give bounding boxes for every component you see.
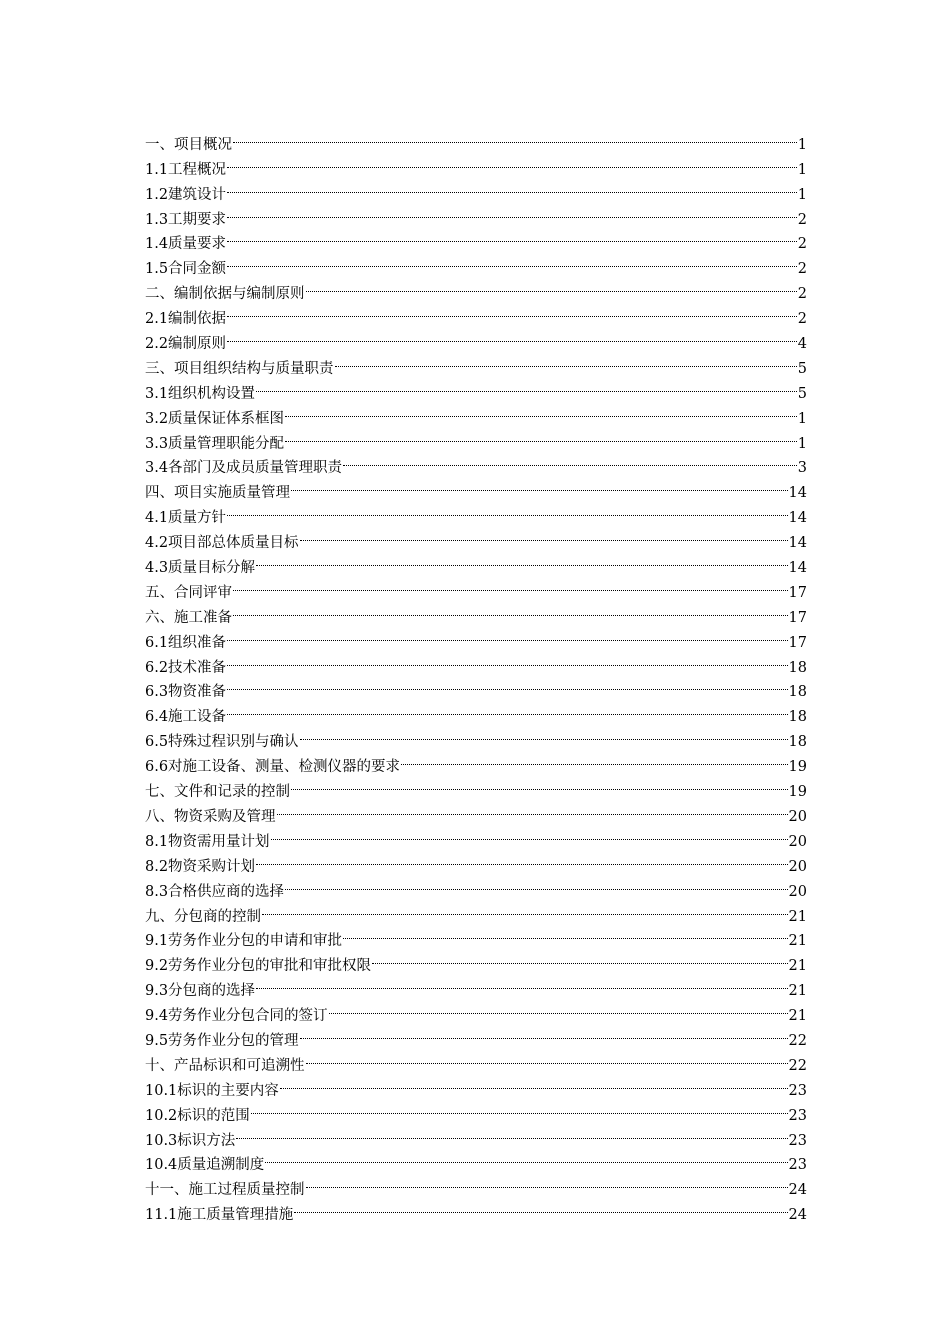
toc-entry[interactable]	[145, 248, 807, 278]
toc-entry-title: 六、施工准备	[145, 609, 232, 626]
toc-entry-title: 2.2编制原则	[145, 336, 227, 353]
table-of-contents	[145, 124, 807, 1224]
toc-entry-title: 9.5劳务作业分包的管理	[145, 1032, 299, 1049]
toc-dot-leader	[265, 1145, 787, 1170]
toc-entry-title: 4.3质量目标分解	[145, 560, 256, 577]
toc-dot-leader	[251, 1095, 788, 1120]
toc-dot-leader	[291, 472, 788, 497]
toc-dot-leader	[256, 846, 787, 871]
toc-entry-title: 6.5特殊过程识别与确认	[145, 734, 299, 751]
toc-dot-leader	[335, 348, 797, 373]
toc-dot-leader	[227, 696, 787, 721]
toc-entry[interactable]	[145, 1145, 807, 1174]
toc-entry-page-number: 1	[797, 435, 807, 452]
toc-entry[interactable]	[145, 199, 807, 228]
toc-entry[interactable]	[145, 597, 807, 626]
toc-dot-leader	[227, 647, 787, 672]
toc-entry-title: 11.1施工质量管理措施	[145, 1207, 294, 1224]
toc-entry-title: 10.1标识的主要内容	[145, 1082, 279, 1099]
toc-entry-page-number: 2	[797, 286, 807, 303]
toc-dot-leader	[306, 1045, 788, 1070]
toc-entry-page-number: 3	[797, 460, 807, 477]
toc-entry-page-number: 19	[788, 759, 807, 776]
toc-entry-page-number: 2	[797, 261, 807, 278]
toc-dot-leader	[227, 622, 787, 647]
toc-entry-page-number: 21	[788, 1008, 807, 1025]
toc-dot-leader	[227, 248, 797, 273]
toc-dot-leader	[285, 871, 787, 896]
toc-entry-page-number: 1	[797, 161, 807, 178]
toc-entry-title: 6.1组织准备	[145, 634, 227, 651]
toc-dot-leader	[227, 323, 797, 348]
toc-entry-page-number: 20	[788, 858, 807, 875]
toc-entry-page-number: 24	[788, 1207, 807, 1224]
toc-entry-title: 10.2标识的范围	[145, 1107, 250, 1124]
toc-entry[interactable]	[145, 572, 807, 601]
toc-entry[interactable]	[145, 323, 807, 353]
toc-entry-page-number: 21	[788, 933, 807, 950]
toc-entry-page-number: 22	[788, 1032, 807, 1049]
toc-dot-leader	[271, 821, 788, 846]
toc-entry-title: 9.2劳务作业分包的审批和审批权限	[145, 958, 372, 975]
toc-entry-title: 1.5合同金额	[145, 261, 227, 278]
toc-dot-leader	[233, 572, 788, 597]
toc-entry[interactable]	[145, 273, 807, 303]
toc-entry-page-number: 17	[788, 584, 807, 601]
toc-entry-title: 8.2物资采购计划	[145, 858, 256, 875]
toc-entry[interactable]	[145, 696, 807, 726]
toc-dot-leader	[300, 1020, 788, 1045]
toc-dot-leader	[306, 1169, 788, 1194]
toc-entry-title: 三、项目组织结构与质量职责	[145, 360, 334, 377]
toc-entry-title: 一、项目概况	[145, 136, 232, 153]
toc-entry-page-number: 21	[788, 958, 807, 975]
toc-dot-leader	[233, 597, 788, 622]
toc-entry-page-number: 18	[788, 684, 807, 701]
toc-dot-leader	[306, 273, 797, 298]
toc-entry-page-number: 23	[788, 1107, 807, 1124]
toc-entry[interactable]	[145, 298, 807, 328]
toc-dot-leader	[329, 995, 788, 1020]
toc-entry[interactable]	[145, 622, 807, 651]
toc-entry-title: 8.1物资需用量计划	[145, 833, 270, 850]
toc-entry-page-number: 18	[788, 659, 807, 676]
toc-dot-leader	[227, 149, 797, 174]
toc-dot-leader	[262, 896, 788, 921]
toc-entry[interactable]	[145, 721, 807, 751]
toc-entry-title: 4.2项目部总体质量目标	[145, 535, 299, 552]
toc-entry-page-number: 1	[797, 136, 807, 153]
toc-entry-title: 4.1质量方针	[145, 510, 227, 527]
toc-entry-page-number: 21	[788, 983, 807, 1000]
toc-entry-title: 3.3质量管理职能分配	[145, 435, 285, 452]
toc-entry[interactable]	[145, 124, 807, 153]
toc-dot-leader	[372, 945, 787, 970]
toc-entry-page-number: 21	[788, 908, 807, 925]
toc-entry-title: 1.3工期要求	[145, 211, 227, 228]
toc-entry[interactable]	[145, 224, 807, 253]
toc-dot-leader	[227, 672, 787, 697]
toc-dot-leader	[227, 298, 797, 323]
toc-entry-title: 6.6对施工设备、测量、检测仪器的要求	[145, 759, 401, 776]
toc-entry-title: 3.2质量保证体系框图	[145, 410, 285, 427]
toc-entry[interactable]	[145, 497, 807, 527]
toc-entry-title: 十、产品标识和可追溯性	[145, 1057, 305, 1074]
toc-entry-page-number: 19	[788, 784, 807, 801]
toc-entry-title: 十一、施工过程质量控制	[145, 1182, 305, 1199]
toc-entry[interactable]	[145, 647, 807, 676]
toc-dot-leader	[300, 721, 788, 746]
toc-entry-page-number: 2	[797, 211, 807, 228]
toc-entry-title: 1.4质量要求	[145, 236, 227, 253]
toc-dot-leader	[227, 224, 797, 249]
toc-entry[interactable]	[145, 149, 807, 178]
toc-entry[interactable]	[145, 348, 807, 377]
toc-entry-page-number: 14	[788, 535, 807, 552]
toc-dot-leader	[401, 746, 787, 771]
toc-dot-leader	[294, 1194, 787, 1219]
toc-entry-title: 二、编制依据与编制原则	[145, 286, 305, 303]
toc-entry-page-number: 5	[797, 360, 807, 377]
toc-dot-leader	[285, 423, 797, 448]
toc-entry-page-number: 14	[788, 560, 807, 577]
toc-entry-title: 3.1组织机构设置	[145, 385, 256, 402]
toc-entry-page-number: 18	[788, 734, 807, 751]
toc-entry-page-number: 17	[788, 634, 807, 651]
toc-entry[interactable]	[145, 672, 807, 701]
toc-dot-leader	[285, 398, 797, 423]
toc-dot-leader	[236, 1120, 787, 1145]
toc-entry-title: 10.4质量追溯制度	[145, 1157, 265, 1174]
toc-entry-title: 八、物资采购及管理	[145, 808, 276, 825]
toc-entry-page-number: 20	[788, 833, 807, 850]
toc-entry-title: 2.1编制依据	[145, 311, 227, 328]
toc-entry-page-number: 1	[797, 186, 807, 203]
toc-dot-leader	[227, 497, 787, 522]
toc-dot-leader	[343, 448, 797, 473]
toc-dot-leader	[277, 796, 788, 821]
toc-entry-title: 9.3分包商的选择	[145, 983, 256, 1000]
toc-entry-page-number: 1	[797, 410, 807, 427]
toc-dot-leader	[227, 199, 797, 224]
toc-entry-title: 五、合同评审	[145, 584, 232, 601]
toc-entry-title: 四、项目实施质量管理	[145, 485, 290, 502]
toc-entry-page-number: 24	[788, 1182, 807, 1199]
toc-entry-page-number: 23	[788, 1082, 807, 1099]
toc-entry-title: 七、文件和记录的控制	[145, 784, 290, 801]
toc-entry-page-number: 2	[797, 311, 807, 328]
toc-entry-title: 1.1工程概况	[145, 161, 227, 178]
toc-dot-leader	[343, 921, 787, 946]
toc-entry[interactable]	[145, 174, 807, 203]
toc-entry-title: 1.2建筑设计	[145, 186, 227, 203]
toc-entry-title: 9.4劳务作业分包合同的签订	[145, 1008, 328, 1025]
toc-entry-page-number: 23	[788, 1157, 807, 1174]
toc-entry-page-number: 2	[797, 236, 807, 253]
toc-entry-title: 6.3物资准备	[145, 684, 227, 701]
toc-dot-leader	[227, 174, 797, 199]
toc-dot-leader	[256, 547, 787, 572]
toc-entry-page-number: 20	[788, 883, 807, 900]
toc-entry[interactable]	[145, 1120, 807, 1149]
toc-entry-title: 9.1劳务作业分包的申请和审批	[145, 933, 343, 950]
toc-entry-page-number: 18	[788, 709, 807, 726]
toc-dot-leader	[291, 771, 788, 796]
toc-entry-title: 6.2技术准备	[145, 659, 227, 676]
toc-entry-page-number: 14	[788, 510, 807, 527]
toc-dot-leader	[256, 373, 797, 398]
toc-entry-title: 3.4各部门及成员质量管理职责	[145, 460, 343, 477]
toc-dot-leader	[280, 1070, 788, 1095]
toc-entry-page-number: 23	[788, 1132, 807, 1149]
toc-entry-page-number: 5	[797, 385, 807, 402]
toc-entry-page-number: 4	[797, 336, 807, 353]
toc-entry-page-number: 14	[788, 485, 807, 502]
toc-entry[interactable]	[145, 522, 807, 552]
toc-entry-title: 10.3标识方法	[145, 1132, 236, 1149]
toc-dot-leader	[256, 970, 787, 995]
toc-entry-title: 6.4施工设备	[145, 709, 227, 726]
toc-entry-page-number: 22	[788, 1057, 807, 1074]
toc-entry-title: 九、分包商的控制	[145, 908, 261, 925]
toc-dot-leader	[300, 522, 788, 547]
toc-entry-title: 8.3合格供应商的选择	[145, 883, 285, 900]
toc-dot-leader	[233, 124, 797, 149]
toc-entry-page-number: 17	[788, 609, 807, 626]
toc-entry-page-number: 20	[788, 808, 807, 825]
